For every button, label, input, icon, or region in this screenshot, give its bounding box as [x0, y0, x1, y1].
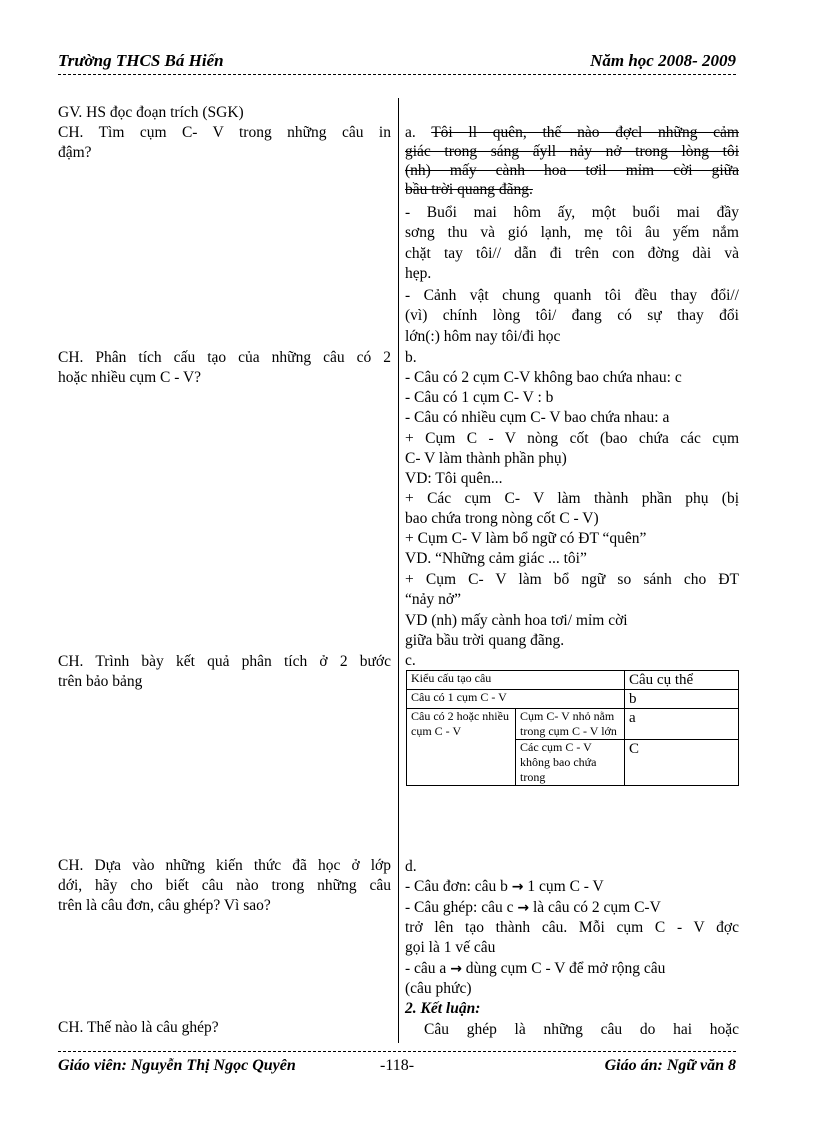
table-cell: Các cụm C - V không bao chứa trong [516, 740, 625, 786]
table-cell: a [625, 709, 739, 740]
right-line: trở lên tạo thành câu. Mỗi cụm C - V đợc [405, 919, 739, 936]
bold-sentence-text: Tôi ll quên, thế nào đợcl những cảm [431, 124, 739, 141]
right-line: - Câu có 2 cụm C-V không bao chứa nhau: c [405, 369, 682, 386]
right-line: + Cụm C - V nòng cốt (bao chứa các cụm [405, 430, 739, 447]
right-line: VD (nh) mấy cành hoa tơi/ mỉm cời [405, 612, 628, 629]
right-line: (câu phức) [405, 980, 472, 997]
arrow-right-icon: → [517, 900, 530, 916]
right-line [405, 960, 739, 978]
left-line: trên là câu đơn, câu ghép? Vì sao? [58, 897, 271, 914]
line-part: - Câu đơn: câu b [405, 878, 512, 895]
table-header-cell: Kiểu cấu tạo câu [407, 671, 625, 690]
line-part: là câu có 2 cụm C-V [529, 899, 661, 916]
right-line: hẹp. [405, 265, 432, 282]
line-part: - câu a [405, 960, 451, 977]
arrow-right-icon: → [511, 879, 524, 895]
table-cell: Cụm C- V nhỏ nằm trong cụm C - V lớn [516, 709, 625, 740]
right-line: chặt tay tôi// dẫn đi trên con đờng dài và [405, 245, 739, 262]
teacher-name: Giáo viên: Nguyễn Thị Ngọc Quyên [58, 1057, 296, 1074]
right-line: - Buổi mai hôm ấy, một buổi mai đầy [405, 204, 739, 221]
right-line: sơng thu và gió lạnh, mẹ tôi âu yếm nắm [405, 224, 739, 241]
school-year: Năm học 2008- 2009 [590, 51, 736, 70]
left-line: hoặc nhiều cụm C - V? [58, 369, 202, 386]
table-cell: Câu có 2 hoặc nhiều cụm C - V [407, 709, 516, 786]
left-line: CH. Trình bày kết quả phân tích ở 2 bước [58, 653, 391, 670]
lesson-plan-title: Giáo án: Ngữ văn 8 [604, 1057, 736, 1074]
right-line: giữa bầu trời quang đãng. [405, 632, 565, 649]
page-header [58, 50, 736, 75]
page-number: -118- [380, 1057, 415, 1074]
right-line: “nảy nở” [405, 591, 461, 608]
left-line: đậm? [58, 144, 92, 161]
arrow-right-icon: → [450, 961, 462, 977]
right-line: (nh) mấy cành hoa tơil mỉm cời giữa [405, 162, 739, 179]
line-part: 1 cụm C - V [523, 878, 604, 895]
left-line: trên bảo bảng [58, 673, 143, 690]
table-cell: C [625, 740, 739, 786]
left-line: GV. HS đọc đoạn trích (SGK) [58, 104, 244, 121]
table-cell: b [625, 690, 739, 709]
left-line: dới, hãy cho biết câu nào trong những câu [58, 877, 391, 894]
right-line: d. [405, 858, 417, 875]
right-line: + Cụm C- V làm bổ ngữ so sánh cho ĐT [405, 571, 739, 588]
right-line: VD. “Những cảm giác ... tôi” [405, 550, 587, 567]
structure-table [406, 670, 739, 786]
right-line: Câu ghép là những câu do hai hoặc [424, 1021, 739, 1038]
right-line: lớn(:) hôm nay tôi/đi học [405, 328, 561, 345]
left-line: CH. Thế nào là câu ghép? [58, 1019, 219, 1036]
table-header-cell: Câu cụ thể [625, 671, 739, 690]
right-line: VD: Tôi quên... [405, 470, 503, 487]
right-line [405, 899, 739, 917]
right-line: bao chứa trong nòng cốt C - V) [405, 510, 599, 527]
conclusion-heading: 2. Kết luận: [405, 1000, 481, 1017]
left-line: CH. Dựa vào những kiến thức đã học ở lớp [58, 857, 391, 874]
right-line: c. [405, 652, 416, 669]
table-cell: Câu có 1 cụm C - V [407, 690, 625, 709]
right-line: (vì) chính lòng tôi/ đang có sự thay đổi [405, 307, 739, 324]
line-part: - Câu ghép: câu c [405, 899, 518, 916]
page-footer [58, 1051, 736, 1082]
left-line: CH. Phân tích cấu tạo của những câu có 2 [58, 349, 391, 366]
column-divider [398, 98, 399, 1043]
item-a-label: a. [405, 124, 432, 141]
right-line [405, 878, 739, 896]
right-line [405, 124, 739, 142]
right-line: bầu trời quang đãng. [405, 181, 533, 198]
left-line: CH. Tìm cụm C- V trong những câu in [58, 124, 391, 141]
line-part: dùng cụm C - V để mở rộng câu [461, 960, 666, 977]
table-row [407, 671, 739, 690]
right-line: gọi là 1 vế câu [405, 939, 496, 956]
right-line: b. [405, 349, 417, 366]
right-line: + Các cụm C- V làm thành phần phụ (bị [405, 490, 739, 507]
right-line: C- V làm thành phần phụ) [405, 450, 567, 467]
table-row [407, 709, 739, 740]
right-line: - Cảnh vật chung quanh tôi đều thay đổi// [405, 287, 739, 304]
right-line: giác trong sáng ấyll nảy nở trong lòng tôi [405, 143, 739, 160]
right-line: - Câu có nhiều cụm C- V bao chứa nhau: a [405, 409, 670, 426]
right-line: - Câu có 1 cụm C- V : b [405, 389, 554, 406]
table-row [407, 690, 739, 709]
school-name: Trường THCS Bá Hiến [58, 51, 224, 70]
right-line: + Cụm C- V làm bổ ngữ có ĐT “quên” [405, 530, 647, 547]
